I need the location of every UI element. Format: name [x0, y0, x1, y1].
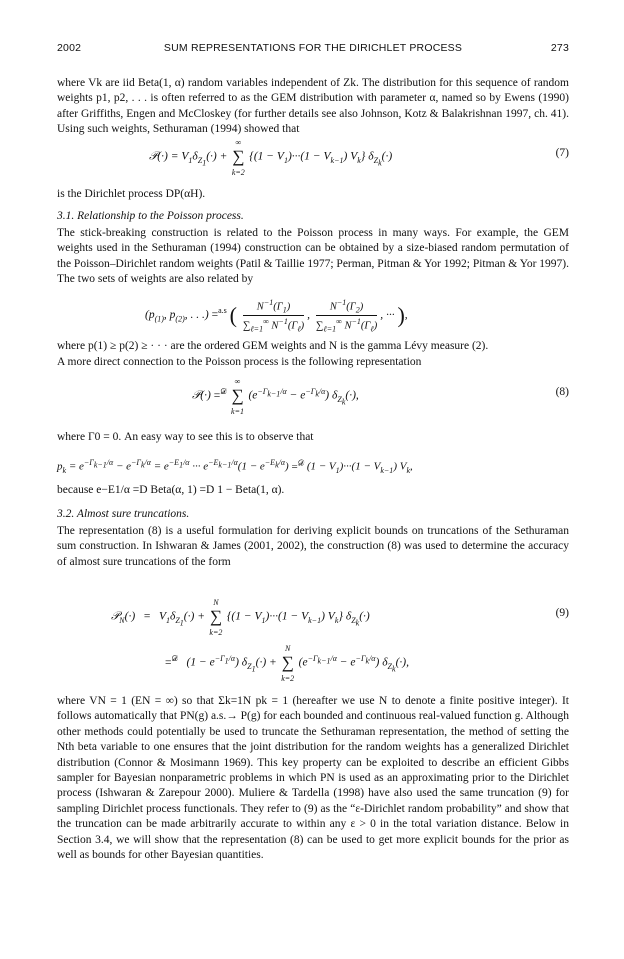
paragraph-stick-breaking: The stick-breaking construction is related to the Poisson process in many ways. For example, the GEM weights used in the Sethuraman (1994) construction can be obtained by a size-biased random permutation of the Poisson–Dirichlet random weights (Patil & Taillie 1977; Perman, Pitman & Yor 1992; Pitman & Yor 1997). The two sets of weights are also related by	[57, 227, 570, 286]
equation-7-number: (7)	[555, 147, 569, 159]
paragraph-truncation-details: where VN = 1 (EN = ∞) so that Σk=1N pk = 1 (hereafter we use N to denote a finite positive integer). It follows automatically that PN(g) a.s.→ P(g) for each bounded and continuous real-valued function g. Although other methods could potentially be used to truncate the Sethuraman representation, the method of setting the Nth beta variable to one ensures that the joint distribution for the random weights has a generalized Dirichlet distribution (Connor & Mosimann 1969). This key property can be exploited to describe an efficient Gibbs sampler for Bayesian nonparametric problems in which PN is used as an approximating prior to the Dirichlet process (Ishwaran & Zarepour 2000). Muliere & Tardella (1998) have also used the same truncation (9) for sampling Dirichlet process functionals. They refer to (9) as the “ε-Dirichlet random probability” and show that the truncation can be made arbitrarily accurate to within any ε > 0 in the total variation distance. Below in Section 3.4, we will show that the representation (8) can be used to get more explicit bounds for the prior as well as bounds for other Bayesian quantities.	[57, 695, 569, 862]
sum-symbol: ∑ N k=2	[209, 598, 223, 637]
sum-symbol: ∑ N k=2	[281, 644, 295, 683]
paragraph-gem-intro: where Vk are iid Beta(1, α) random variables independent of Zk. The distribution for this sequence of random weights p1, p2, . . . is often referred to as the GEM distribution with parameter α, named so by Ewens (1990) after Griffiths, Engen and McCloskey (for further details see also Johnson, Kotz & Balakrishnan 1997, ch. 41). Using such weights, Sethuraman (1994) showed that	[57, 77, 569, 136]
equation-ordered-weights: ($p_{(1)}$, $p_{(2)}$, . . .) =$^{a.s}$ ( $\frac{N^{-1}(\Gamma_1)}{\sum_{\ell=1}^\infty N^{-1}(\Gamma_\ell)}$ , $\frac{N^{-1}(\Gamma_2)}{\sum_{\ell=1}^\infty N^{-1}(\Gamma_\ell)}$ , ··· ),	[145, 298, 408, 334]
paragraph-because: because e−E1/α =D Beta(α, 1) =D 1 − Beta(1, α).	[57, 484, 285, 496]
sum-symbol: ∑ ∞ k=2	[231, 138, 245, 177]
paragraph-observe: where Γ0 = 0. An easy way to see this is to observe that	[57, 431, 314, 443]
equation-9: 𝒫$_N$(·) = $V_1\delta_{Z_1}(\cdot)$ + ∑ N k=2 {$(1 - V_1)\cdot\cdot\cdot(1 - V_{k-1})$ $V_k$} $\delta_{Z_k}(\cdot)$ (9) =$^𝒟$ $(1 - e^{-\Gamma_1/\alpha})$ $\delta_{Z_1}(\cdot)$ + ∑ N k=2 $(e^{-\Gamma_{k-1}/\alpha} - e^{-\Gamma_k/\alpha})$ $\delta_{Z_k}(\cdot)$,	[111, 598, 569, 683]
section-heading-3-2: 3.2. Almost sure truncations.	[57, 508, 190, 520]
paragraph-dp-statement: is the Dirichlet process DP(αH).	[57, 188, 206, 200]
paragraph-ordered-weights: where p(1) ≥ p(2) ≥ · · · are the ordered GEM weights and N is the gamma Lévy measure (2).	[57, 340, 489, 352]
equation-8: 𝒫(·) =$^𝒟$ ∑ ∞ k=1 $(e^{-\Gamma_{k-1}/\alpha} - e^{-\Gamma_k/\alpha})$ $\delta_{Z_k}(\cdot)$, (8)	[192, 377, 569, 416]
paragraph-truncation: The representation (8) is a useful formulation for deriving explicit bounds on truncations of the Sethuraman sum construction. In Ishwaran & James (2001, 2002), the construction (8) was used to determine the accuracy of almost sure truncations of the form	[57, 525, 569, 568]
equation-7: 𝒫(·) = $V_1\delta_{Z_1}(\cdot)$ + ∑ ∞ k=2 {$(1 - V_1)\cdot\cdot\cdot(1 - V_{k-1})$ $V_k$} $\delta_{Z_k}(\cdot)$ (7)	[149, 138, 569, 177]
running-title: SUM REPRESENTATIONS FOR THE DIRICHLET PROCESS	[163, 42, 463, 54]
running-header	[57, 42, 569, 56]
equation-pk: $p_k = e^{-\Gamma_{k-1}/\alpha} - e^{-\Gamma_k/\alpha} = e^{-E_1/\alpha}$ ··· $e^{-E_{k-1}/\alpha}(1 - e^{-E_k/\alpha}) =^𝒟$ $(1 - V_1)\cdot\cdot\cdot(1 - V_{k-1})$ $V_k$,	[57, 458, 413, 475]
equation-9-number: (9)	[555, 607, 569, 619]
journal-year: 2002	[57, 42, 82, 54]
equation-8-number: (8)	[555, 386, 569, 398]
page-number: 273	[550, 42, 569, 54]
sum-symbol: ∑ ∞ k=1	[231, 377, 244, 416]
paragraph-poisson-connection: A more direct connection to the Poisson process is the following representation	[57, 356, 422, 368]
section-heading-3-1: 3.1. Relationship to the Poisson process.	[57, 210, 244, 222]
